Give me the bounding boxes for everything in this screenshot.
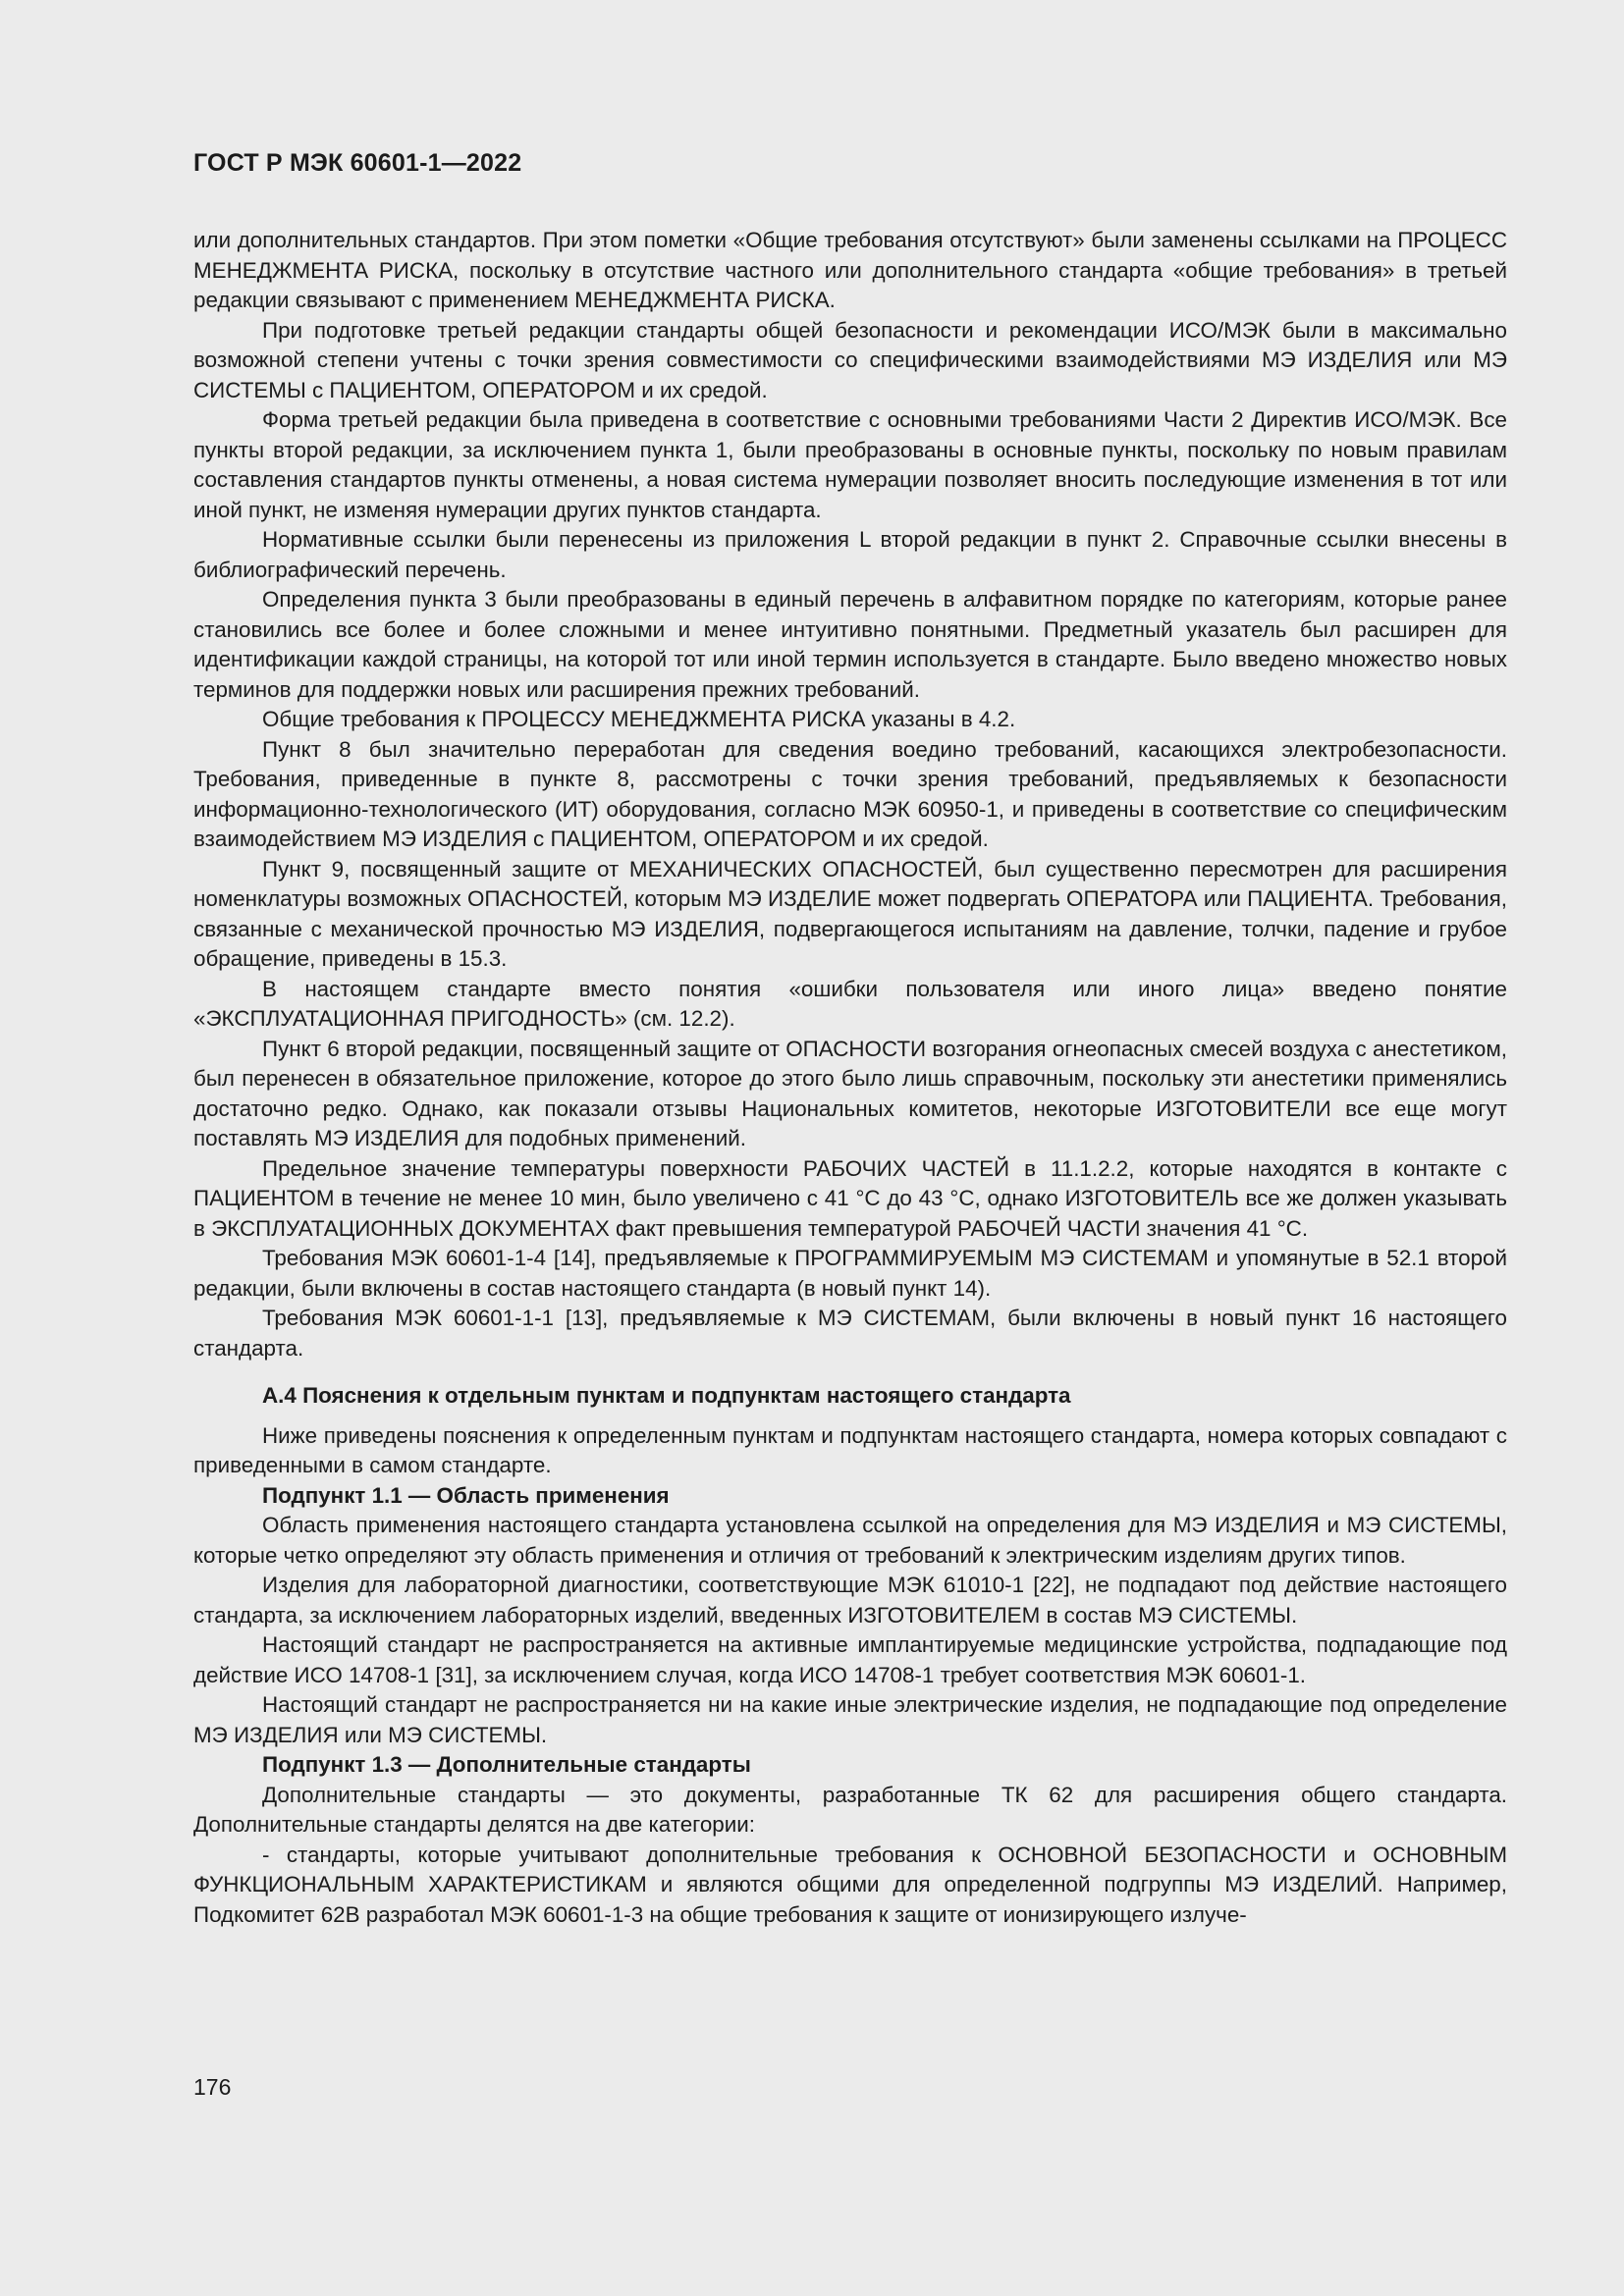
paragraph: Настоящий стандарт не распространяется на активные имплантируемые медицинские устройства, подпадающие под действие ИСО 14708-1 [31], за исключением случая, когда ИСО 14708-1 требует соответствия МЭК 60601-1. — [193, 1632, 1507, 1687]
section-heading: А.4 Пояснения к отдельным пунктам и подпунктам настоящего стандарта — [262, 1383, 1071, 1408]
paragraph: Пункт 6 второй редакции, посвященный защите от ОПАСНОСТИ возгорания огнеопасных смесей воздуха с анестетиком, был перенесен в обязательное приложение, которое до этого было лишь справочным, поскольку эти анестетики применялись достаточно редко. Однако, как показали отзывы Национальных комитетов, некоторые ИЗГОТОВИТЕЛИ все еще могут поставлять МЭ ИЗДЕЛИЯ для подобных применений. — [193, 1036, 1507, 1150]
paragraph: Пункт 9, посвященный защите от МЕХАНИЧЕСКИХ ОПАСНОСТЕЙ, был существенно пересмотрен для расширения номенклатуры возможных ОПАСНОСТЕЙ, которым МЭ ИЗДЕЛИЕ может подвергать ОПЕРАТОРА или ПАЦИЕНТА. Требования, связанные с механической прочностью МЭ ИЗДЕЛИЯ, подвергающегося испытаниям на давление, толчки, падение и грубое обращение, приведены в 15.3. — [193, 856, 1507, 971]
paragraph: Определения пункта 3 были преобразованы в единый перечень в алфавитном порядке по категориям, которые ранее становились все более и более сложными и менее интуитивно понятными. Предметный указатель был расширен для идентификации каждой страницы, на которой тот или иной термин используется в стандарте. Было введено множество новых терминов для поддержки новых или расширения прежних требований. — [193, 587, 1507, 702]
document-header: ГОСТ Р МЭК 60601-1—2022 — [193, 149, 522, 177]
paragraph: Дополнительные стандарты — это документы, разработанные ТК 62 для расширения общего стандарта. Дополнительные стандарты делятся на две категории: — [193, 1782, 1507, 1837]
list-item: - стандарты, которые учитывают дополнительные требования к ОСНОВНОЙ БЕЗОПАСНОСТИ и ОСНОВНЫМ ФУНКЦИОНАЛЬНЫМ ХАРАКТЕРИСТИКАМ и являются общими для определенной подгруппы МЭ ИЗДЕЛИЙ. Например, Подкомитет 62В разработал МЭК 60601-1-3 на общие требования к защите от ионизирующего излуче- — [193, 1842, 1507, 1927]
paragraph: В настоящем стандарте вместо понятия «ошибки пользователя или иного лица» введено понятие «ЭКСПЛУАТАЦИОННАЯ ПРИГОДНОСТЬ» (см. 12.2). — [193, 976, 1507, 1031]
paragraph: Ниже приведены пояснения к определенным пунктам и подпунктам настоящего стандарта, номера которых совпадают с приведенными в самом стандарте. — [193, 1422, 1507, 1477]
document-body — [193, 226, 1507, 1930]
paragraph: Область применения настоящего стандарта установлена ссылкой на определения для МЭ ИЗДЕЛИЯ и МЭ СИСТЕМЫ, которые четко определяют эту область применения и отличия от требований к электрическим изделиям других типов. — [193, 1513, 1507, 1568]
paragraph: или дополнительных стандартов. При этом пометки «Общие требования отсутствуют» были заменены ссылками на ПРОЦЕСС МЕНЕДЖМЕНТА РИСКА, поскольку в отсутствие частного или дополнительного стандарта «общие требования» в третьей редакции связывают с применением МЕНЕДЖМЕНТА РИСКА. — [193, 228, 1507, 312]
paragraph: Требования МЭК 60601-1-4 [14], предъявляемые к ПРОГРАММИРУЕМЫМ МЭ СИСТЕМАМ и упомянутые в 52.1 второй редакции, были включены в состав настоящего стандарта (в новый пункт 14). — [193, 1246, 1507, 1301]
paragraph: Пункт 8 был значительно переработан для сведения воедино требований, касающихся электробезопасности. Требования, приведенные в пункте 8, рассмотрены с точки зрения требований, предъявляемых к безопасности информационно-технологического (ИТ) оборудования, согласно МЭК 60950-1, и приведены в соответствие со специфическим взаимодействием МЭ ИЗДЕЛИЯ с ПАЦИЕНТОМ, ОПЕРАТОРОМ и их средой. — [193, 736, 1507, 851]
paragraph: При подготовке третьей редакции стандарты общей безопасности и рекомендации ИСО/МЭК были в максимально возможной степени учтены с точки зрения совместимости со специфическими взаимодействиями МЭ ИЗДЕЛИЯ или МЭ СИСТЕМЫ с ПАЦИЕНТОМ, ОПЕРАТОРОМ и их средой. — [193, 317, 1507, 402]
paragraph: Нормативные ссылки были перенесены из приложения L второй редакции в пункт 2. Справочные ссылки внесены в библиографический перечень. — [193, 527, 1507, 582]
paragraph: Общие требования к ПРОЦЕССУ МЕНЕДЖМЕНТА РИСКА указаны в 4.2. — [262, 707, 1016, 731]
page-number: 176 — [193, 2074, 232, 2100]
subsection-heading: Подпункт 1.1 — Область применения — [262, 1482, 670, 1508]
subsection-heading: Подпункт 1.3 — Дополнительные стандарты — [262, 1752, 751, 1777]
paragraph: Изделия для лабораторной диагностики, соответствующие МЭК 61010-1 [22], не подпадают под действие настоящего стандарта, за исключением лабораторных изделий, введенных ИЗГОТОВИТЕЛЕМ в состав МЭ СИСТЕМЫ. — [193, 1573, 1507, 1628]
paragraph: Требования МЭК 60601-1-1 [13], предъявляемые к МЭ СИСТЕМАМ, были включены в новый пункт 16 настоящего стандарта. — [193, 1306, 1507, 1361]
paragraph: Предельное значение температуры поверхности РАБОЧИХ ЧАСТЕЙ в 11.1.2.2, которые находятся в контакте с ПАЦИЕНТОМ в течение не менее 10 мин, было увеличено с 41 °C до 43 °C, однако ИЗГОТОВИТЕЛЬ все же должен указывать в ЭКСПЛУАТАЦИОННЫХ ДОКУМЕНТАХ факт превышения температурой РАБОЧЕЙ ЧАСТИ значения 41 °C. — [193, 1155, 1507, 1241]
paragraph: Форма третьей редакции была приведена в соответствие с основными требованиями Части 2 Директив ИСО/МЭК. Все пункты второй редакции, за исключением пункта 1, были преобразованы в основные пункты, поскольку по новым правилам составления стандартов пункты отменены, а новая система нумерации позволяет вносить последующие изменения в тот или иной пункт, не изменяя нумерации других пунктов стандарта. — [193, 407, 1507, 522]
paragraph: Настоящий стандарт не распространяется ни на какие иные электрические изделия, не подпадающие под определение МЭ ИЗДЕЛИЯ или МЭ СИСТЕМЫ. — [193, 1692, 1507, 1747]
